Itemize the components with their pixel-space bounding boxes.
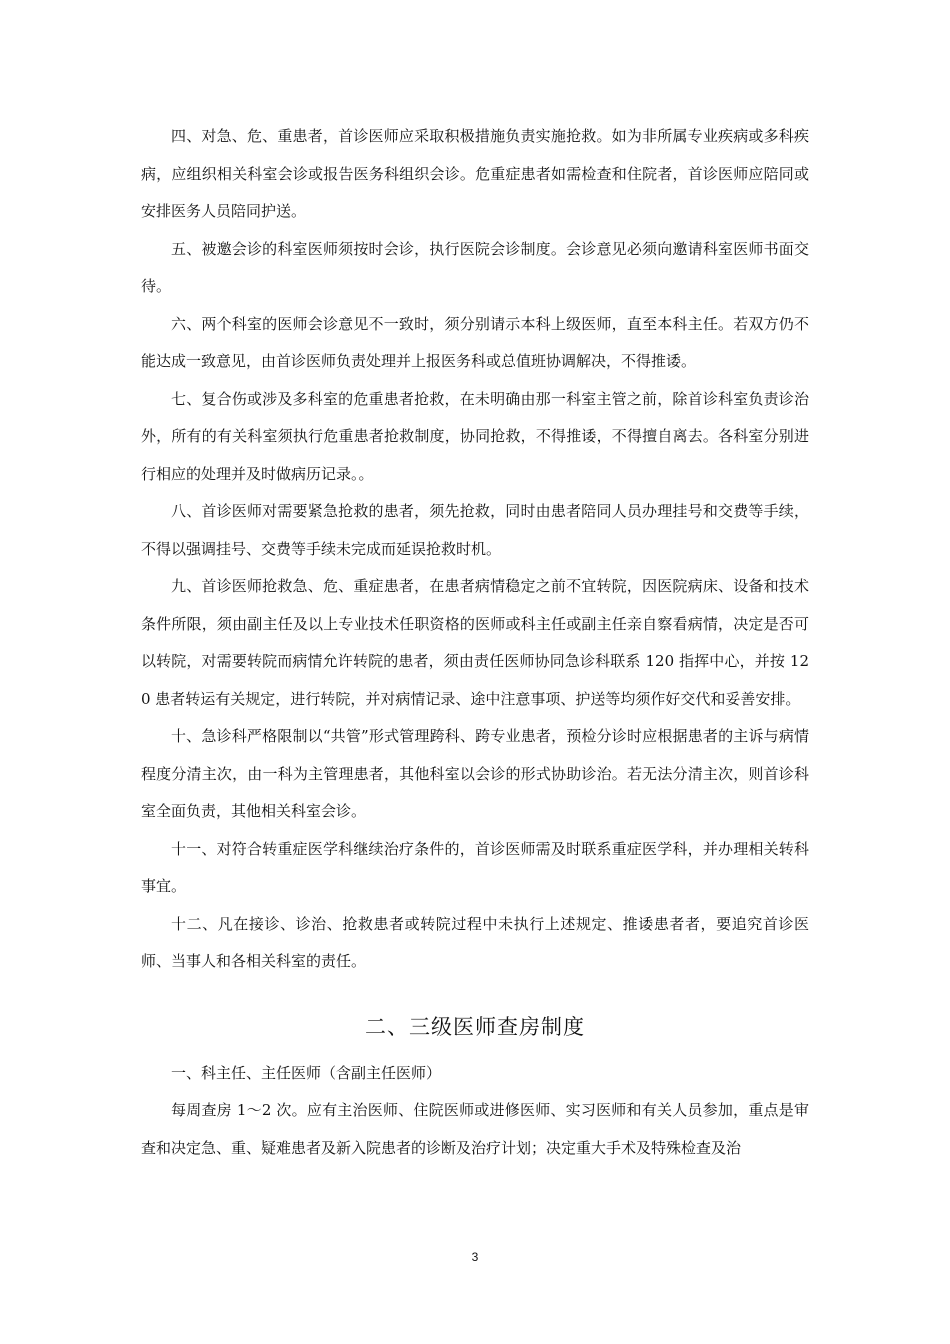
- paragraph-10: 十、急诊科严格限制以“共管”形式管理跨科、跨专业患者，预检分诊时应根据患者的主诉与病情程度分清主次，由一科为主管理患者，其他科室以会诊的形式协助诊治。若无法分清主次，则首诊科室全面负责，其他相关科室会诊。: [141, 727, 809, 820]
- paragraph-8: 八、首诊医师对需要紧急抢救的患者，须先抢救，同时由患者陪同人员办理挂号和交费等手续，不得以强调挂号、交费等手续未完成而延误抢救时机。: [141, 502, 809, 558]
- document-body: [141, 118, 809, 1167]
- section-heading: 二、三级医师查房制度: [365, 1014, 585, 1039]
- paragraph-ward-round: 每周查房 1～2 次。应有主治医师、住院医师或进修医师、实习医师和有关人员参加，重点是审查和决定急、重、疑难患者及新入院患者的诊断及治疗计划；决定重大手术及特殊检查及治: [141, 1101, 809, 1157]
- page-number: 3: [471, 1250, 479, 1264]
- paragraph-9: 九、首诊医师抢救急、危、重症患者，在患者病情稳定之前不宜转院，因医院病床、设备和技术条件所限，须由副主任及以上专业技术任职资格的医师或科主任或副主任亲自察看病情，决定是否可以转院，对需要转院而病情允许转院的患者，须由责任医师协同急诊科联系 120 指挥中心，并按 120 患者转运有关规定，进行转院，并对病情记录、途中注意事项、护送等均须作好交代和妥善安排。: [141, 577, 809, 708]
- paragraph-5: 五、被邀会诊的科室医师须按时会诊，执行医院会诊制度。会诊意见必须向邀请科室医师书面交待。: [141, 239, 809, 295]
- paragraph-4: 四、对急、危、重患者，首诊医师应采取积极措施负责实施抢救。如为非所属专业疾病或多科疾病，应组织相关科室会诊或报告医务科组织会诊。危重症患者如需检查和住院者，首诊医师应陪同或安排医务人员陪同护送。: [141, 127, 809, 220]
- paragraph-7: 七、复合伤或涉及多科室的危重患者抢救，在未明确由那一科室主管之前，除首诊科室负责诊治外，所有的有关科室须执行危重患者抢救制度，协同抢救，不得推诿，不得擅自离去。各科室分别进行相应的处理并及时做病历记录。。: [141, 389, 809, 483]
- paragraph-6: 六、两个科室的医师会诊意见不一致时，须分别请示本科上级医师，直至本科主任。若双方仍不能达成一致意见，由首诊医师负责处理并上报医务科或总值班协调解决，不得推诿。: [141, 314, 809, 370]
- paragraph-12: 十二、凡在接诊、诊治、抢救患者或转院过程中未执行上述规定、推诿患者者，要追究首诊医师、当事人和各相关科室的责任。: [141, 914, 809, 970]
- subsection-title: 一、科主任、主任医师（含副主任医师）: [171, 1063, 442, 1082]
- paragraph-11: 十一、对符合转重症医学科继续治疗条件的，首诊医师需及时联系重症医学科，并办理相关转科事宜。: [141, 839, 809, 895]
